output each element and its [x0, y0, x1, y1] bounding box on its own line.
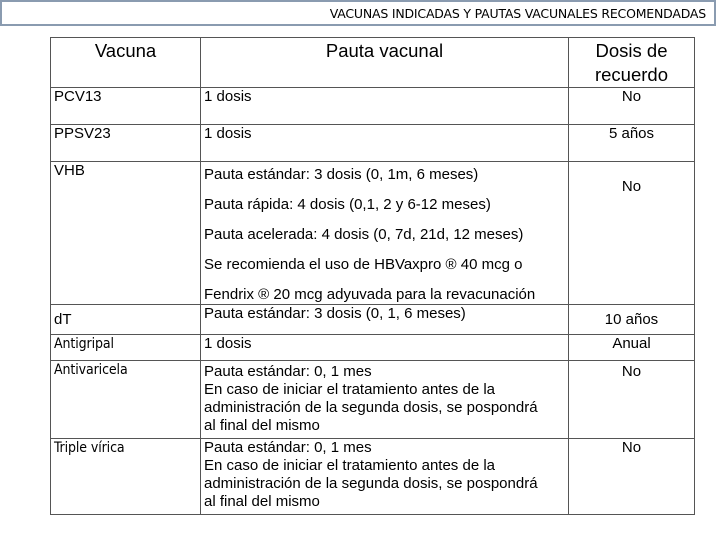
- vacuna-cell: Antigripal: [51, 335, 201, 361]
- table-row: [51, 305, 695, 335]
- recuerdo-cell: No: [569, 88, 695, 125]
- recuerdo-cell: 5 años: [569, 125, 695, 162]
- vacuna-cell: Triple vírica: [51, 439, 201, 515]
- pauta-cell: 1 dosis: [201, 125, 569, 162]
- pauta-line: Fendrix ® 20 mcg adyuvada para la revacunación: [204, 286, 536, 303]
- vacuna-cell: Antivaricela: [51, 361, 201, 439]
- header-dosis-line1: Dosis de: [595, 40, 668, 61]
- pauta-cell: Pauta estándar: 3 dosis (0, 1, 6 meses): [201, 305, 569, 335]
- pauta-line: En caso de iniciar el tratamiento antes de la: [204, 381, 495, 398]
- pauta-cell: 1 dosis: [201, 88, 569, 125]
- header-dosis-recuerdo: [569, 38, 695, 88]
- header-dosis-line2: recuerdo: [594, 64, 668, 85]
- pauta-line: al final del mismo: [204, 493, 320, 510]
- pauta-cell: [201, 162, 569, 305]
- recuerdo-cell: 10 años: [569, 305, 695, 335]
- header-bar: [0, 0, 716, 26]
- pauta-line: Se recomienda el uso de HBVaxpro ® 40 mcg o: [204, 256, 523, 273]
- pauta-line: Pauta estándar: 3 dosis (0, 1m, 6 meses): [204, 166, 479, 183]
- pauta-line: Pauta acelerada: 4 dosis (0, 7d, 21d, 12 meses): [204, 226, 524, 243]
- vaccine-table: [50, 37, 695, 515]
- recuerdo-cell: No: [569, 361, 695, 439]
- vacuna-cell: dT: [51, 305, 201, 335]
- header-vacuna: Vacuna: [51, 38, 201, 88]
- recuerdo-cell: No: [569, 439, 695, 515]
- table-row: [51, 439, 695, 515]
- pauta-line: Pauta estándar: 0, 1 mes: [204, 363, 372, 380]
- pauta-line: administración de la segunda dosis, se pospondrá: [204, 399, 538, 416]
- table-row: [51, 361, 695, 439]
- page-title: VACUNAS INDICADAS Y PAUTAS VACUNALES RECOMENDADAS: [329, 6, 706, 21]
- vacuna-cell: PPSV23: [51, 125, 201, 162]
- table-row: [51, 88, 695, 125]
- table-header-row: [51, 38, 695, 88]
- table-row: [51, 125, 695, 162]
- header-pauta: Pauta vacunal: [201, 38, 569, 88]
- pauta-line: administración de la segunda dosis, se pospondrá: [204, 475, 538, 492]
- pauta-line: Pauta rápida: 4 dosis (0,1, 2 y 6-12 meses): [204, 196, 491, 213]
- table-row: [51, 335, 695, 361]
- table-row: [51, 162, 695, 305]
- pauta-cell: [201, 439, 569, 515]
- pauta-cell: 1 dosis: [201, 335, 569, 361]
- pauta-line: En caso de iniciar el tratamiento antes de la: [204, 457, 495, 474]
- pauta-line: Pauta estándar: 0, 1 mes: [204, 439, 372, 456]
- vacuna-cell: VHB: [51, 162, 201, 305]
- pauta-cell: [201, 361, 569, 439]
- recuerdo-cell: No: [569, 162, 695, 305]
- vacuna-cell: PCV13: [51, 88, 201, 125]
- pauta-line: al final del mismo: [204, 417, 320, 434]
- recuerdo-cell: Anual: [569, 335, 695, 361]
